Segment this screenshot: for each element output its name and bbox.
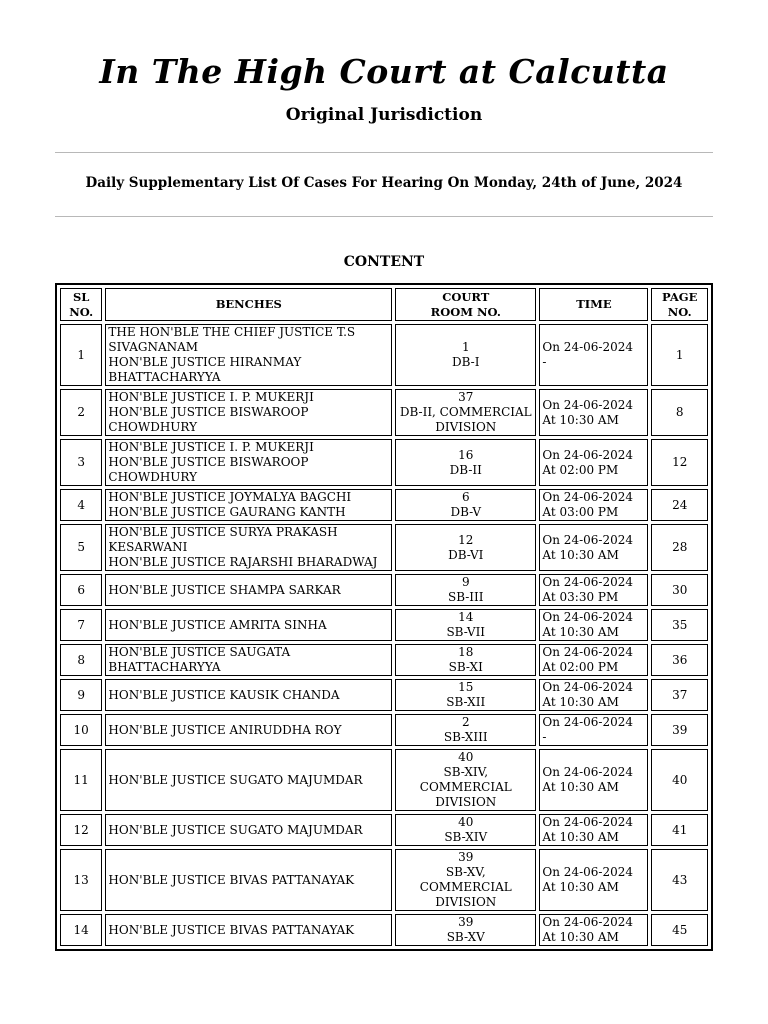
cell-court-room: 40 SB-XIV (395, 814, 536, 846)
cell-benches: HON'BLE JUSTICE ANIRUDDHA ROY (105, 714, 392, 746)
cell-time: On 24-06-2024 - (539, 324, 648, 386)
cell-time: On 24-06-2024 At 10:30 AM (539, 849, 648, 911)
table-row (60, 914, 708, 946)
table-row (60, 644, 708, 676)
cell-time: On 24-06-2024 At 10:30 AM (539, 679, 648, 711)
cell-page-no: 28 (651, 524, 708, 571)
content-heading: CONTENT (343, 254, 425, 270)
cell-benches: HON'BLE JUSTICE KAUSIK CHANDA (105, 679, 392, 711)
table-row (60, 524, 708, 571)
cell-time: On 24-06-2024 At 10:30 AM (539, 609, 648, 641)
jurisdiction-subtitle: Original Jurisdiction (285, 105, 483, 125)
cell-benches: HON'BLE JUSTICE SUGATO MAJUMDAR (105, 814, 392, 846)
cell-benches: HON'BLE JUSTICE AMRITA SINHA (105, 609, 392, 641)
cell-time: On 24-06-2024 At 10:30 AM (539, 524, 648, 571)
cell-benches: HON'BLE JUSTICE SURYA PRAKASH KESARWANI HON'BLE JUSTICE RAJARSHI BHARADWAJ (105, 524, 392, 571)
header-court-room: COURT ROOM NO. (395, 288, 536, 321)
cell-court-room: 6 DB-V (395, 489, 536, 521)
cell-sl-no: 13 (60, 849, 102, 911)
cell-benches: THE HON'BLE THE CHIEF JUSTICE T.S SIVAGNANAM HON'BLE JUSTICE HIRANMAY BHATTACHARYYA (105, 324, 392, 386)
content-table-wrapper (55, 283, 713, 944)
cell-benches: HON'BLE JUSTICE JOYMALYA BAGCHI HON'BLE JUSTICE GAURANG KANTH (105, 489, 392, 521)
cell-sl-no: 11 (60, 749, 102, 811)
cell-court-room: 2 SB-XIII (395, 714, 536, 746)
cell-time: On 24-06-2024 At 10:30 AM (539, 749, 648, 811)
court-title: In The High Court at Calcutta (99, 52, 669, 91)
cell-benches: HON'BLE JUSTICE BIVAS PATTANAYAK (105, 849, 392, 911)
cell-sl-no: 7 (60, 609, 102, 641)
cell-sl-no: 1 (60, 324, 102, 386)
cell-court-room: 18 SB-XI (395, 644, 536, 676)
table-row (60, 489, 708, 521)
cell-time: On 24-06-2024 - (539, 714, 648, 746)
cell-page-no: 39 (651, 714, 708, 746)
cell-page-no: 35 (651, 609, 708, 641)
table-row (60, 679, 708, 711)
cell-time: On 24-06-2024 At 02:00 PM (539, 439, 648, 486)
cell-court-room: 37 DB-II, COMMERCIAL DIVISION (395, 389, 536, 436)
cell-benches: HON'BLE JUSTICE I. P. MUKERJI HON'BLE JUSTICE BISWAROOP CHOWDHURY (105, 389, 392, 436)
cell-sl-no: 6 (60, 574, 102, 606)
list-title: Daily Supplementary List Of Cases For Hearing On Monday, 24th of June, 2024 (85, 175, 683, 191)
cell-sl-no: 8 (60, 644, 102, 676)
table-row (60, 324, 708, 386)
table-row (60, 714, 708, 746)
top-divider (55, 152, 713, 153)
bottom-divider (55, 216, 713, 217)
header-benches: BENCHES (105, 288, 392, 321)
header-sl-no: SL NO. (60, 288, 102, 321)
table-row (60, 439, 708, 486)
cell-sl-no: 2 (60, 389, 102, 436)
header-page-no: PAGE NO. (651, 288, 708, 321)
cell-time: On 24-06-2024 At 10:30 AM (539, 814, 648, 846)
cell-court-room: 39 SB-XV, COMMERCIAL DIVISION (395, 849, 536, 911)
cell-sl-no: 3 (60, 439, 102, 486)
cell-page-no: 24 (651, 489, 708, 521)
cell-page-no: 30 (651, 574, 708, 606)
cell-sl-no: 14 (60, 914, 102, 946)
cell-time: On 24-06-2024 At 03:00 PM (539, 489, 648, 521)
cell-page-no: 40 (651, 749, 708, 811)
table-row (60, 814, 708, 846)
cell-page-no: 8 (651, 389, 708, 436)
cell-sl-no: 10 (60, 714, 102, 746)
cell-page-no: 43 (651, 849, 708, 911)
header-time: TIME (539, 288, 648, 321)
cell-sl-no: 4 (60, 489, 102, 521)
cell-page-no: 45 (651, 914, 708, 946)
cell-page-no: 41 (651, 814, 708, 846)
cell-court-room: 1 DB-I (395, 324, 536, 386)
cell-court-room: 9 SB-III (395, 574, 536, 606)
cell-time: On 24-06-2024 At 10:30 AM (539, 389, 648, 436)
table-row (60, 749, 708, 811)
cell-page-no: 1 (651, 324, 708, 386)
cell-sl-no: 5 (60, 524, 102, 571)
cell-time: On 24-06-2024 At 03:30 PM (539, 574, 648, 606)
cell-benches: HON'BLE JUSTICE SHAMPA SARKAR (105, 574, 392, 606)
cell-benches: HON'BLE JUSTICE SUGATO MAJUMDAR (105, 749, 392, 811)
table-row (60, 389, 708, 436)
cell-benches: HON'BLE JUSTICE BIVAS PATTANAYAK (105, 914, 392, 946)
cell-page-no: 12 (651, 439, 708, 486)
cell-court-room: 15 SB-XII (395, 679, 536, 711)
cell-sl-no: 12 (60, 814, 102, 846)
table-row (60, 574, 708, 606)
table-header-row (60, 288, 708, 321)
cell-sl-no: 9 (60, 679, 102, 711)
cell-time: On 24-06-2024 At 02:00 PM (539, 644, 648, 676)
cell-time: On 24-06-2024 At 10:30 AM (539, 914, 648, 946)
cell-benches: HON'BLE JUSTICE SAUGATA BHATTACHARYYA (105, 644, 392, 676)
cell-page-no: 36 (651, 644, 708, 676)
cell-benches: HON'BLE JUSTICE I. P. MUKERJI HON'BLE JUSTICE BISWAROOP CHOWDHURY (105, 439, 392, 486)
table-row (60, 849, 708, 911)
cell-court-room: 16 DB-II (395, 439, 536, 486)
cell-court-room: 39 SB-XV (395, 914, 536, 946)
cell-court-room: 12 DB-VI (395, 524, 536, 571)
content-table (55, 283, 713, 951)
cell-court-room: 14 SB-VII (395, 609, 536, 641)
table-row (60, 609, 708, 641)
cell-page-no: 37 (651, 679, 708, 711)
cell-court-room: 40 SB-XIV, COMMERCIAL DIVISION (395, 749, 536, 811)
